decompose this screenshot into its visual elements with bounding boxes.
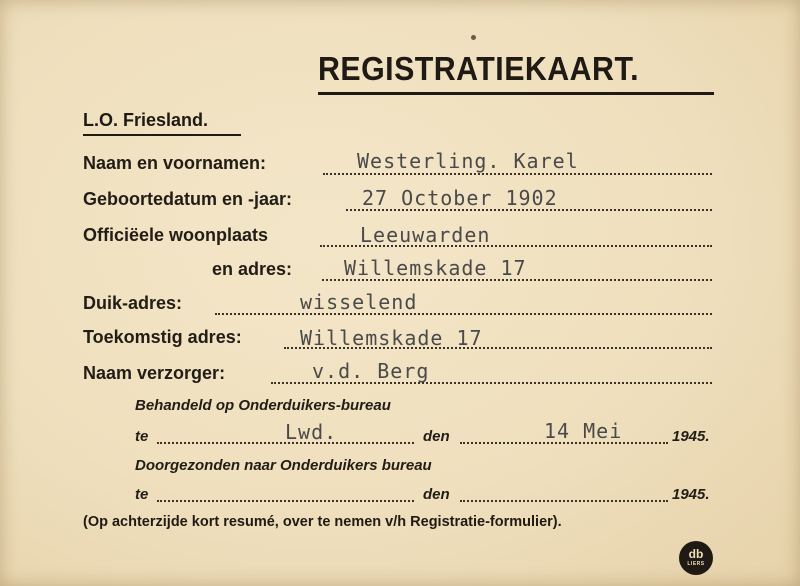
naam-label: Naam en voornamen: bbox=[83, 153, 267, 173]
duik-line bbox=[215, 313, 712, 315]
verzorger-label: Naam verzorger: bbox=[83, 363, 226, 383]
doorgezonden-heading: Doorgezonden naar Onderduikers bureau bbox=[135, 457, 432, 474]
duik-label: Duik-adres: bbox=[83, 293, 183, 313]
geboorte-label: Geboortedatum en -jaar: bbox=[83, 189, 293, 209]
woonplaats-label: Officiëele woonplaats bbox=[83, 225, 269, 245]
card-title: REGISTRATIEKAART. bbox=[318, 50, 639, 87]
toekomstig-label: Toekomstig adres: bbox=[83, 327, 242, 347]
adres-label: en adres: bbox=[212, 259, 293, 279]
toekomstig-value: Willemskade 17 bbox=[300, 326, 483, 350]
naam-value: Westerling. Karel bbox=[357, 149, 579, 173]
behandeld-heading: Behandeld op Onderduikers-bureau bbox=[135, 397, 391, 414]
printer-logo-subtext: LIERS bbox=[687, 561, 705, 567]
printer-logo-text: db bbox=[688, 547, 704, 561]
paper-mark bbox=[471, 35, 476, 40]
title-underline bbox=[318, 92, 714, 95]
behandeld-den-label: den bbox=[423, 428, 450, 445]
behandeld-te-value: Lwd. bbox=[285, 420, 338, 444]
doorgezonden-year: 1945. bbox=[672, 486, 710, 503]
footer-note: (Op achterzijde kort resumé, over te nemen v/h Registratie-formulier). bbox=[83, 514, 562, 530]
doorgezonden-te-line bbox=[157, 500, 414, 502]
naam-line bbox=[323, 173, 712, 175]
woonplaats-value: Leeuwarden bbox=[360, 223, 491, 247]
geboorte-value: 27 October 1902 bbox=[362, 186, 558, 210]
doorgezonden-den-label: den bbox=[423, 486, 450, 503]
behandeld-te-label: te bbox=[135, 428, 149, 445]
behandeld-year: 1945. bbox=[672, 428, 710, 445]
organization-label: L.O. Friesland. bbox=[83, 110, 209, 130]
doorgezonden-den-line bbox=[460, 500, 668, 502]
printer-logo bbox=[679, 541, 713, 575]
organization-underline bbox=[83, 134, 241, 136]
duik-value: wisselend bbox=[300, 290, 418, 314]
verzorger-value: v.d. Berg bbox=[312, 359, 430, 383]
doorgezonden-te-label: te bbox=[135, 486, 149, 503]
adres-value: Willemskade 17 bbox=[344, 256, 527, 280]
behandeld-den-value: 14 Mei bbox=[544, 419, 623, 443]
